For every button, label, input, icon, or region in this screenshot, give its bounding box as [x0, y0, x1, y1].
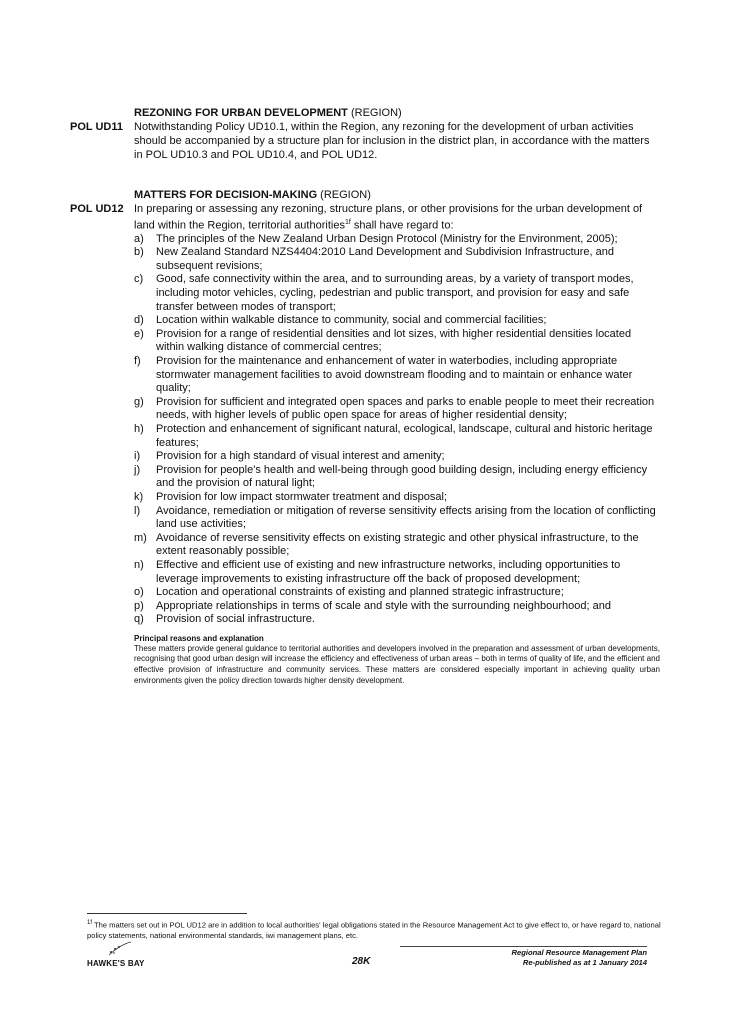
- list-item: [130, 273, 660, 314]
- list-item-text: Provision for low impact stormwater treatment and disposal;: [156, 490, 448, 503]
- list-item: [130, 559, 660, 586]
- plan-name: Regional Resource Management Plan: [511, 948, 647, 957]
- list-item-letter: h): [134, 422, 144, 435]
- footer-divider: [400, 946, 647, 947]
- list-item: [130, 532, 660, 559]
- section-decision-making: [70, 188, 660, 686]
- list-item-letter: n): [134, 558, 144, 571]
- list-item-text: Provision for a high standard of visual interest and amenity;: [156, 450, 445, 463]
- policy-text: Notwithstanding Policy UD10.1, within the Region, any rezoning for the development of urban activities should be accompanied by a structure plan for inclusion in the district plan, in accordance with the matters in POL UD10.3 and POL UD10.4, and POL UD12.: [134, 121, 650, 161]
- policy-ud11: [70, 120, 660, 162]
- logo-text: HAWKE'S BAY: [87, 959, 145, 968]
- logo-mark-icon: [101, 940, 141, 956]
- list-item-text: Effective and efficient use of existing and new infrastructure networks, including opportunities to leverage improvements to existing infrastructure off the back of proposed development;: [156, 558, 621, 585]
- list-item: [130, 450, 660, 464]
- policy-label: POL UD12: [70, 203, 124, 215]
- list-item: [130, 328, 660, 355]
- list-item-text: Good, safe connectivity within the area, and to surrounding areas, by a variety of transport modes, including motor vehicles, cycling, pedestrian and public transport, and provision for easy and safe transfer between modes of transport;: [156, 273, 634, 313]
- footnote: $^{1f}$ The matters set out in POL UD12 are in addition to local authorities' legal obligations stated in the Resource Management Act to give effect to, or have regard to, national policy statements, national environmental standards, iwi management plans, etc.: [87, 920, 661, 940]
- list-item-text: Provision for the maintenance and enhancement of water in waterbodies, including appropriate stormwater management facilities to avoid downstream flooding and to maintain or enhance water quality;: [156, 355, 633, 395]
- list-item-text: Provision for a range of residential densities and lot sizes, with higher residential densities located within walking distance of commercial centres;: [156, 327, 632, 354]
- list-item: [130, 586, 660, 600]
- list-item-text: Provision of social infrastructure.: [156, 613, 315, 626]
- list-item: [130, 246, 660, 273]
- reasons-text: These matters provide general guidance to territorial authorities and developers involved in the preparation and assessment of urban developments, recognising that good urban design will increase the efficiency and effectiveness of urban areas – both in terms of quality of life, and the efficient and effective provision of infrastructure and community services. These matters are considered especially important in achieving quality urban environments given the policy direction towards higher density development.: [134, 643, 660, 685]
- list-item-letter: a): [134, 232, 144, 245]
- list-item-letter: f): [134, 355, 141, 367]
- page-number: 28K: [352, 956, 371, 967]
- list-item-letter: c): [134, 273, 144, 286]
- list-item-letter: e): [134, 327, 144, 340]
- list-item-letter: i): [134, 450, 141, 463]
- list-item-letter: l): [134, 504, 141, 517]
- list-item-text: The principles of the New Zealand Urban Design Protocol (Ministry for the Environment, 2005);: [156, 232, 618, 245]
- list-item-text: Avoidance of reverse sensitivity effects on existing strategic and other physical infrastructure, to the extent reasonably possible;: [156, 531, 639, 558]
- list-item: [130, 423, 660, 450]
- list-item-text: New Zealand Standard NZS4404:2010 Land Development and Subdivision Infrastructure, and subsequent revisions;: [156, 246, 615, 272]
- list-item: [130, 314, 660, 328]
- policy-ud12: [70, 202, 660, 686]
- list-item: [130, 600, 660, 614]
- section-rezoning: [70, 106, 660, 162]
- list-item-letter: m): [134, 531, 147, 544]
- principal-reasons: [134, 633, 660, 686]
- list-item: [130, 464, 660, 491]
- republished-date: Re-published as at 1 January 2014: [522, 958, 647, 967]
- footer-plan-info: [400, 948, 647, 968]
- list-item-letter: o): [134, 586, 144, 599]
- section-title-decision-making: MATTERS FOR DECISION-MAKING (REGION): [134, 189, 371, 201]
- list-item-letter: p): [134, 599, 144, 612]
- list-item: [130, 505, 660, 532]
- footnote-ref: 1f: [344, 219, 351, 226]
- list-item-letter: q): [134, 613, 144, 626]
- list-item-text: Provision for sufficient and integrated open spaces and parks to enable people to meet their recreation needs, with higher levels of public open space for areas of higher residential density;: [156, 395, 655, 422]
- list-item-text: Location within walkable distance to community, social and commercial facilities;: [156, 314, 547, 327]
- footnote-divider: [87, 913, 247, 914]
- list-item-text: Protection and enhancement of significant natural, ecological, landscape, cultural and historic heritage features;: [156, 422, 653, 449]
- list-item-text: Location and operational constraints of existing and planned strategic infrastructure;: [156, 586, 564, 599]
- list-item: [130, 396, 660, 423]
- list-item-letter: k): [134, 490, 144, 503]
- policy-text: In preparing or assessing any rezoning, structure plans, or other provisions for the urban development of land within the Region, territorial authorities$^{1f}$ shall have regard to: a) The principles of the New Zealand Urban Design Protocol (Ministry for the Environment, 2005); b) New Zealand Standard NZS4404:2010 Land Development and Subdivision Infrastructure, and subsequent revisions; c) Good, safe connectivity within the area, and to surrounding areas, by a variety of transport modes, including motor vehicles, cycling, pedestrian and public transport, and provision for easy and safe transfer between modes of transport; d) Location within walkable distance to community, social and commercial facilities; e) Provision for a range of residential densities and lot sizes, with higher residential densities located within walking distance of commercial centres; f) Provision for the maintenance and enhancement of water in waterbodies, including appropriate stormwater management facilities to avoid downstream flooding and to maintain or enhance water quality; g) Provision for sufficient and integrated open spaces and parks to enable people to meet their recreation needs, with higher levels of public open space for areas of higher residential density; h) Protection and enhancement of significant natural, ecological, landscape, cultural and historic heritage features; i) Provision for a high standard of visual interest and amenity; j) Provision for people's health and well-being through good building design, including energy efficiency and the provision of natural light; k) Provision for low impact stormwater treatment and disposal; l) Avoidance, remediation or mitigation of reverse sensitivity effects arising from the location of conflicting land use activities; m) Avoidance of reverse sensitivity effects on existing strategic and other physical infrastructure, to the extent reasonably possible; n) Effective and efficient use of existing and new infrastructure networks, including opportunities to leverage improvements to existing infrastructure off the back of proposed development; o) Location and operational constraints of existing and planned strategic infrastructure; p) Appropriate relationships in terms of scale and style with the surrounding neighbourhood; and q) Provision of social infrastructure. Principal reasons and explanation These matters provide general guidance to territorial authorities and developers involved in the preparation and assessment of urban developments, recognising that good urban design will increase the efficiency and effectiveness of urban areas – both in terms of quality of life, and the efficient and effective provision of infrastructure and community services. These matters are considered especially important in achieving quality urban environments given the policy direction towards higher density development.: [134, 202, 660, 686]
- section-title-rezoning: REZONING FOR URBAN DEVELOPMENT (REGION): [134, 107, 402, 119]
- list-item: [130, 613, 660, 627]
- list-item-letter: j): [134, 463, 141, 476]
- list-item: [130, 355, 660, 396]
- reasons-heading: Principal reasons and explanation: [134, 633, 264, 643]
- list-item-text: Provision for people's health and well-being through good building design, including energy efficiency and the provision of natural light;: [156, 463, 648, 490]
- list-item-letter: g): [134, 395, 144, 408]
- policy-label: POL UD11: [70, 121, 123, 133]
- list-item: [130, 491, 660, 505]
- list-item-text: Appropriate relationships in terms of scale and style with the surrounding neighbourhood; and: [156, 599, 611, 612]
- matters-list: [130, 233, 660, 627]
- list-item-letter: d): [134, 314, 144, 327]
- list-item: [130, 233, 660, 247]
- hawkes-bay-logo: [87, 940, 157, 968]
- list-item-letter: b): [134, 246, 144, 259]
- list-item-text: Avoidance, remediation or mitigation of reverse sensitivity effects arising from the location of conflicting land use activities;: [156, 504, 656, 531]
